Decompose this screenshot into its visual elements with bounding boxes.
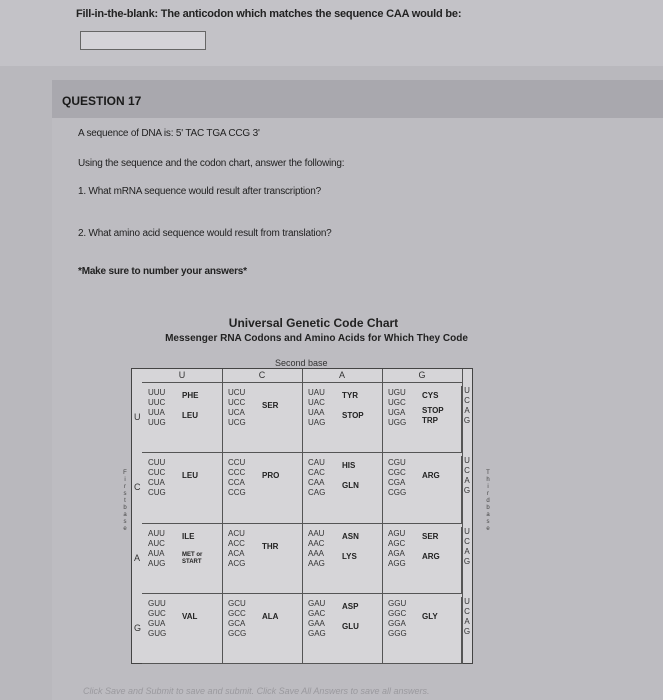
codon: GGC	[388, 608, 407, 618]
codon-cell	[142, 382, 223, 453]
codon: AGG	[388, 558, 406, 568]
codon: UUA	[148, 408, 165, 417]
codon: CAG	[308, 488, 326, 498]
codon-cell	[302, 452, 383, 523]
codon: CUG	[148, 488, 166, 498]
amino-acid-label: ASP	[342, 601, 359, 611]
first-base-letter: i	[124, 477, 126, 483]
codon: GUC	[148, 608, 166, 618]
codon-cell	[222, 523, 303, 594]
first-base-letter: r	[124, 484, 126, 490]
first-base-label	[121, 470, 129, 533]
third-base-letter: U	[464, 456, 470, 466]
codon: CGU	[388, 458, 406, 468]
codon: UCA	[228, 408, 245, 417]
third-base-column	[461, 456, 472, 522]
third-base-letter: C	[464, 466, 470, 476]
codon: AGA	[388, 548, 405, 558]
chart-title: Universal Genetic Code Chart	[228, 316, 399, 330]
amino-acid-label: ALA	[262, 611, 279, 621]
codon: GAC	[308, 608, 326, 618]
amino-acid-label: HIS	[342, 461, 356, 471]
third-base-letter: T	[486, 470, 490, 476]
third-base-letter: A	[464, 616, 470, 626]
codon: AGU	[388, 528, 406, 538]
codon: CCU	[228, 458, 246, 468]
codon: GGA	[388, 618, 406, 628]
third-base-letter: C	[464, 606, 470, 616]
amino-acid-label: PRO	[262, 471, 280, 481]
first-base-letter: a	[123, 512, 127, 518]
amino-acid-label: LEU	[182, 411, 198, 420]
codon: UCU	[228, 388, 246, 397]
codon: UUC	[148, 398, 166, 407]
codon: UGC	[388, 398, 406, 407]
amino-acid-label: THR	[262, 541, 279, 551]
third-base-letter: G	[463, 486, 471, 496]
codon: GAA	[308, 618, 325, 628]
third-base-letter: e	[486, 526, 490, 532]
third-base-letter: G	[463, 626, 471, 636]
second-base-header-c: C	[222, 369, 303, 383]
second-base-header-a: A	[302, 369, 383, 383]
third-base-letter: A	[464, 406, 470, 415]
codon-cell	[382, 593, 463, 664]
codon: CUU	[148, 458, 166, 468]
codon-cell	[382, 452, 463, 523]
second-base-label: Second base	[275, 358, 328, 368]
note-text: *Make sure to number your answers*	[78, 266, 247, 277]
codon: UUG	[148, 418, 166, 427]
codon: CGA	[388, 478, 406, 488]
codon: UAG	[308, 418, 326, 427]
amino-acid-label: STOP	[422, 406, 444, 415]
amino-acid-label: VAL	[182, 611, 198, 621]
third-base-letter: U	[464, 596, 470, 606]
codon-cell	[302, 382, 383, 453]
question-title: QUESTION 17	[62, 94, 142, 108]
amino-acid-label: SER	[422, 531, 439, 541]
amino-acid-label: STOP	[342, 411, 364, 420]
amino-acid-label: LYS	[342, 551, 357, 561]
first-base-letter: b	[123, 505, 127, 511]
codon: GCC	[228, 608, 246, 618]
codon: CAC	[308, 468, 325, 478]
codon: AUG	[148, 558, 166, 568]
codon-cell	[222, 593, 303, 664]
codon: UUU	[148, 388, 166, 397]
codon: ACG	[228, 558, 246, 568]
codon: CGC	[388, 468, 406, 478]
amino-acid-label: PHE	[182, 391, 199, 400]
third-base-column	[461, 386, 472, 452]
amino-acid-label: CYS	[422, 391, 439, 400]
codon: GUU	[148, 598, 166, 608]
codon: AUU	[148, 528, 165, 538]
codon: GAG	[308, 628, 326, 638]
codon: CGG	[388, 488, 407, 498]
codon: CCA	[228, 478, 245, 488]
codon: CCG	[228, 488, 246, 498]
codon: UGG	[388, 418, 407, 427]
codon: GUG	[148, 628, 167, 638]
amino-acid-label: ASN	[342, 531, 359, 541]
codon: AAC	[308, 538, 325, 548]
codon: AAA	[308, 548, 325, 558]
third-base-column	[461, 527, 472, 593]
amino-acid-label: LEU	[182, 471, 198, 481]
codon-cell	[302, 593, 383, 664]
codon-cell	[142, 593, 223, 664]
codon: GCG	[228, 628, 247, 638]
third-base-letter: A	[464, 546, 470, 556]
third-base-column	[461, 597, 472, 663]
third-base-letter: r	[487, 491, 489, 497]
genetic-code-chart	[131, 368, 473, 664]
third-base-letter: G	[463, 556, 471, 566]
third-base-letter: d	[486, 498, 490, 504]
codon: CUC	[148, 468, 166, 478]
third-base-letter: i	[487, 484, 489, 490]
codon: AAG	[308, 558, 325, 568]
codon: ACC	[228, 538, 245, 548]
first-base-row-a: A	[134, 552, 141, 563]
third-base-letter: A	[464, 476, 470, 486]
instruction-text: Using the sequence and the codon chart, answer the following:	[78, 158, 345, 169]
third-base-letter: s	[486, 519, 490, 525]
amino-acid-label: TYR	[342, 391, 358, 400]
question-header	[52, 80, 663, 118]
third-base-label	[484, 470, 492, 533]
dna-sequence-text: A sequence of DNA is: 5' TAC TGA CCG 3'	[78, 128, 260, 139]
third-base-letter: C	[464, 536, 470, 546]
codon: AUC	[148, 538, 165, 548]
amino-acid-label: GLN	[342, 481, 359, 491]
codon: ACU	[228, 528, 245, 538]
codon: CUA	[148, 478, 165, 488]
fill-in-blank-question: Fill-in-the-blank: The anticodon which matches the sequence CAA would be:	[76, 8, 462, 20]
codon: ACA	[228, 548, 245, 558]
codon-cell	[142, 452, 223, 523]
question-part-1: 1. What mRNA sequence would result after transcription?	[78, 186, 322, 197]
amino-acid-label: ILE	[182, 531, 195, 541]
second-base-header-u: U	[142, 369, 223, 383]
codon: UCC	[228, 398, 246, 407]
codon: GGG	[388, 628, 407, 638]
third-base-letter: a	[486, 512, 490, 518]
codon: GUA	[148, 618, 166, 628]
codon: CCC	[228, 468, 246, 478]
codon: CAA	[308, 478, 325, 488]
codon: GCU	[228, 598, 246, 608]
codon: UAU	[308, 388, 325, 397]
codon: CAU	[308, 458, 325, 468]
codon: UAC	[308, 398, 325, 407]
amino-acid-label: SER	[262, 401, 279, 410]
amino-acid-label: GLY	[422, 611, 438, 621]
first-base-letter: t	[124, 498, 126, 504]
codon: GCA	[228, 618, 246, 628]
third-base-letter: C	[464, 396, 470, 405]
question-part-2: 2. What amino acid sequence would result from translation?	[78, 228, 332, 239]
codon: GGU	[388, 598, 407, 608]
first-base-row-c: C	[134, 482, 141, 493]
codon: UGU	[388, 388, 406, 397]
codon-cell	[222, 452, 303, 523]
codon: AAU	[308, 528, 325, 538]
fill-in-blank-answer-input[interactable]	[80, 31, 206, 50]
codon: AGC	[388, 538, 406, 548]
third-base-letter: G	[463, 416, 471, 425]
codon-cell	[222, 382, 303, 453]
first-base-row-u: U	[134, 412, 141, 422]
chart-subtitle: Messenger RNA Codons and Amino Acids for Which They Code	[165, 333, 468, 344]
first-base-letter: s	[123, 519, 127, 525]
codon: GAU	[308, 598, 326, 608]
amino-acid-label: GLU	[342, 621, 359, 631]
amino-acid-label: ARG	[422, 471, 440, 481]
codon: UCG	[228, 418, 246, 427]
amino-acid-label: ARG	[422, 551, 440, 561]
save-instructions: Click Save and Submit to save and submit. Click Save All Answers to save all answers.	[83, 686, 430, 696]
codon-cell	[382, 382, 463, 453]
third-base-letter: h	[486, 477, 490, 483]
first-base-letter: F	[123, 470, 127, 476]
codon-cell	[382, 523, 463, 594]
amino-acid-label: MET or START	[182, 551, 203, 565]
second-base-header-g: G	[382, 369, 463, 383]
codon: AUA	[148, 548, 165, 558]
third-base-letter: b	[486, 505, 490, 511]
codon: UAA	[308, 408, 325, 417]
first-base-letter: e	[123, 526, 127, 532]
third-base-letter: U	[464, 526, 470, 536]
codon: UGA	[388, 408, 406, 417]
amino-acid-label: TRP	[422, 416, 438, 425]
codon-cell	[302, 523, 383, 594]
third-base-letter: U	[464, 386, 470, 395]
codon-cell	[142, 523, 223, 594]
first-base-row-g: G	[134, 622, 142, 633]
first-base-letter: s	[123, 491, 127, 497]
